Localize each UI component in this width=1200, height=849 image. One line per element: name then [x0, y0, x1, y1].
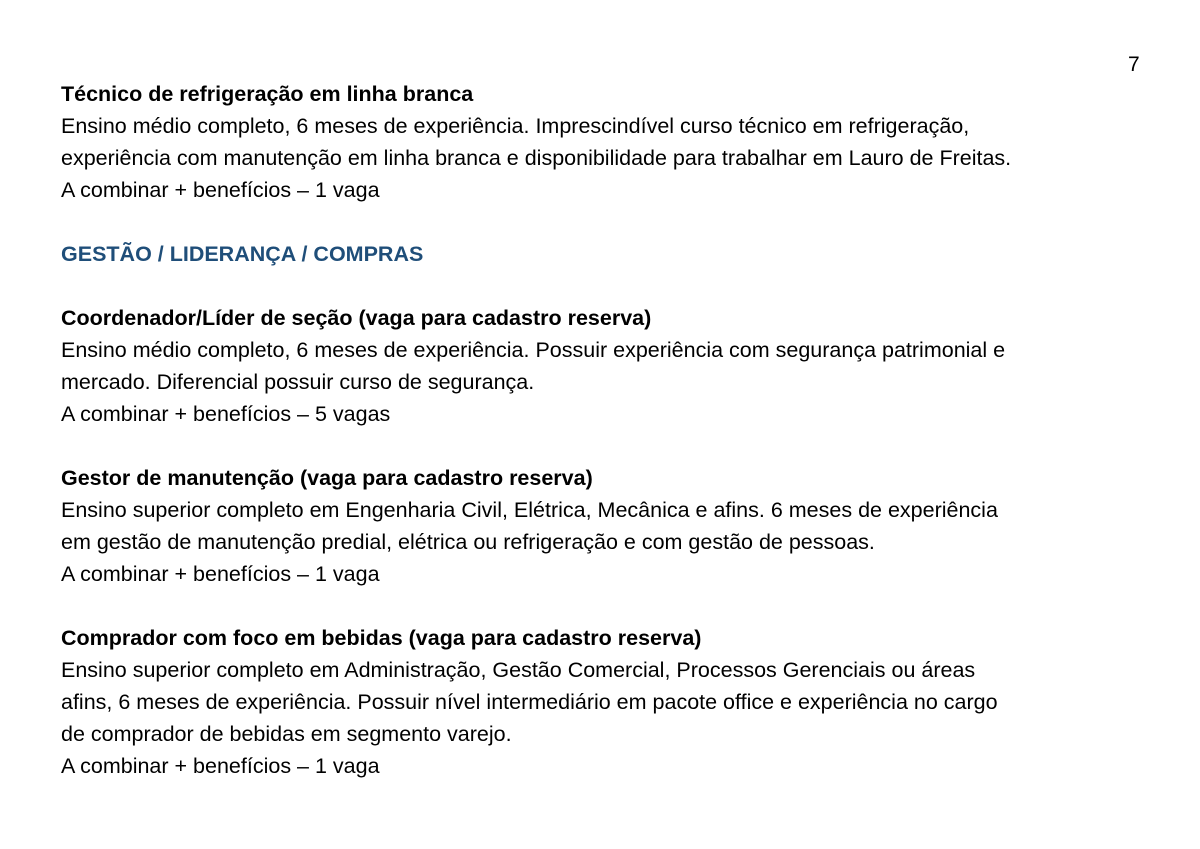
job-description-line: mercado. Diferencial possuir curso de segurança.: [61, 370, 535, 394]
job-description-line: Ensino superior completo em Administração, Gestão Comercial, Processos Gerenciais ou áreas: [61, 658, 976, 682]
job-salary-vacancies: A combinar + benefícios – 5 vagas: [61, 402, 391, 426]
job-listing: [61, 622, 1161, 782]
job-description-line: de comprador de bebidas em segmento varejo.: [61, 722, 512, 746]
job-description-line: Ensino superior completo em Engenharia Civil, Elétrica, Mecânica e afins. 6 meses de experiência: [61, 498, 998, 522]
job-title: Coordenador/Líder de seção (vaga para cadastro reserva): [61, 306, 652, 330]
job-listing: [61, 462, 1161, 590]
job-description-line: Ensino médio completo, 6 meses de experiência. Possuir experiência com segurança patrimonial e: [61, 338, 1006, 362]
job-salary-vacancies: A combinar + benefícios – 1 vaga: [61, 562, 380, 586]
job-title: Comprador com foco em bebidas (vaga para cadastro reserva): [61, 626, 702, 650]
document-body: [61, 78, 1161, 782]
job-description-line: Ensino médio completo, 6 meses de experiência. Imprescindível curso técnico em refrigeração,: [61, 114, 970, 138]
job-description-line: afins, 6 meses de experiência. Possuir nível intermediário em pacote office e experiência no cargo: [61, 690, 998, 714]
job-title: Técnico de refrigeração em linha branca: [61, 82, 474, 106]
job-description-line: experiência com manutenção em linha branca e disponibilidade para trabalhar em Lauro de Freitas.: [61, 146, 1012, 170]
job-description-line: em gestão de manutenção predial, elétrica ou refrigeração e com gestão de pessoas.: [61, 530, 875, 554]
job-salary-vacancies: A combinar + benefícios – 1 vaga: [61, 754, 380, 778]
job-listing: [61, 78, 1161, 206]
job-title: Gestor de manutenção (vaga para cadastro reserva): [61, 466, 593, 490]
job-listing: [61, 302, 1161, 430]
page-number: 7: [1128, 53, 1140, 76]
section-heading: GESTÃO / LIDERANÇA / COMPRAS: [61, 242, 424, 266]
job-salary-vacancies: A combinar + benefícios – 1 vaga: [61, 178, 380, 202]
